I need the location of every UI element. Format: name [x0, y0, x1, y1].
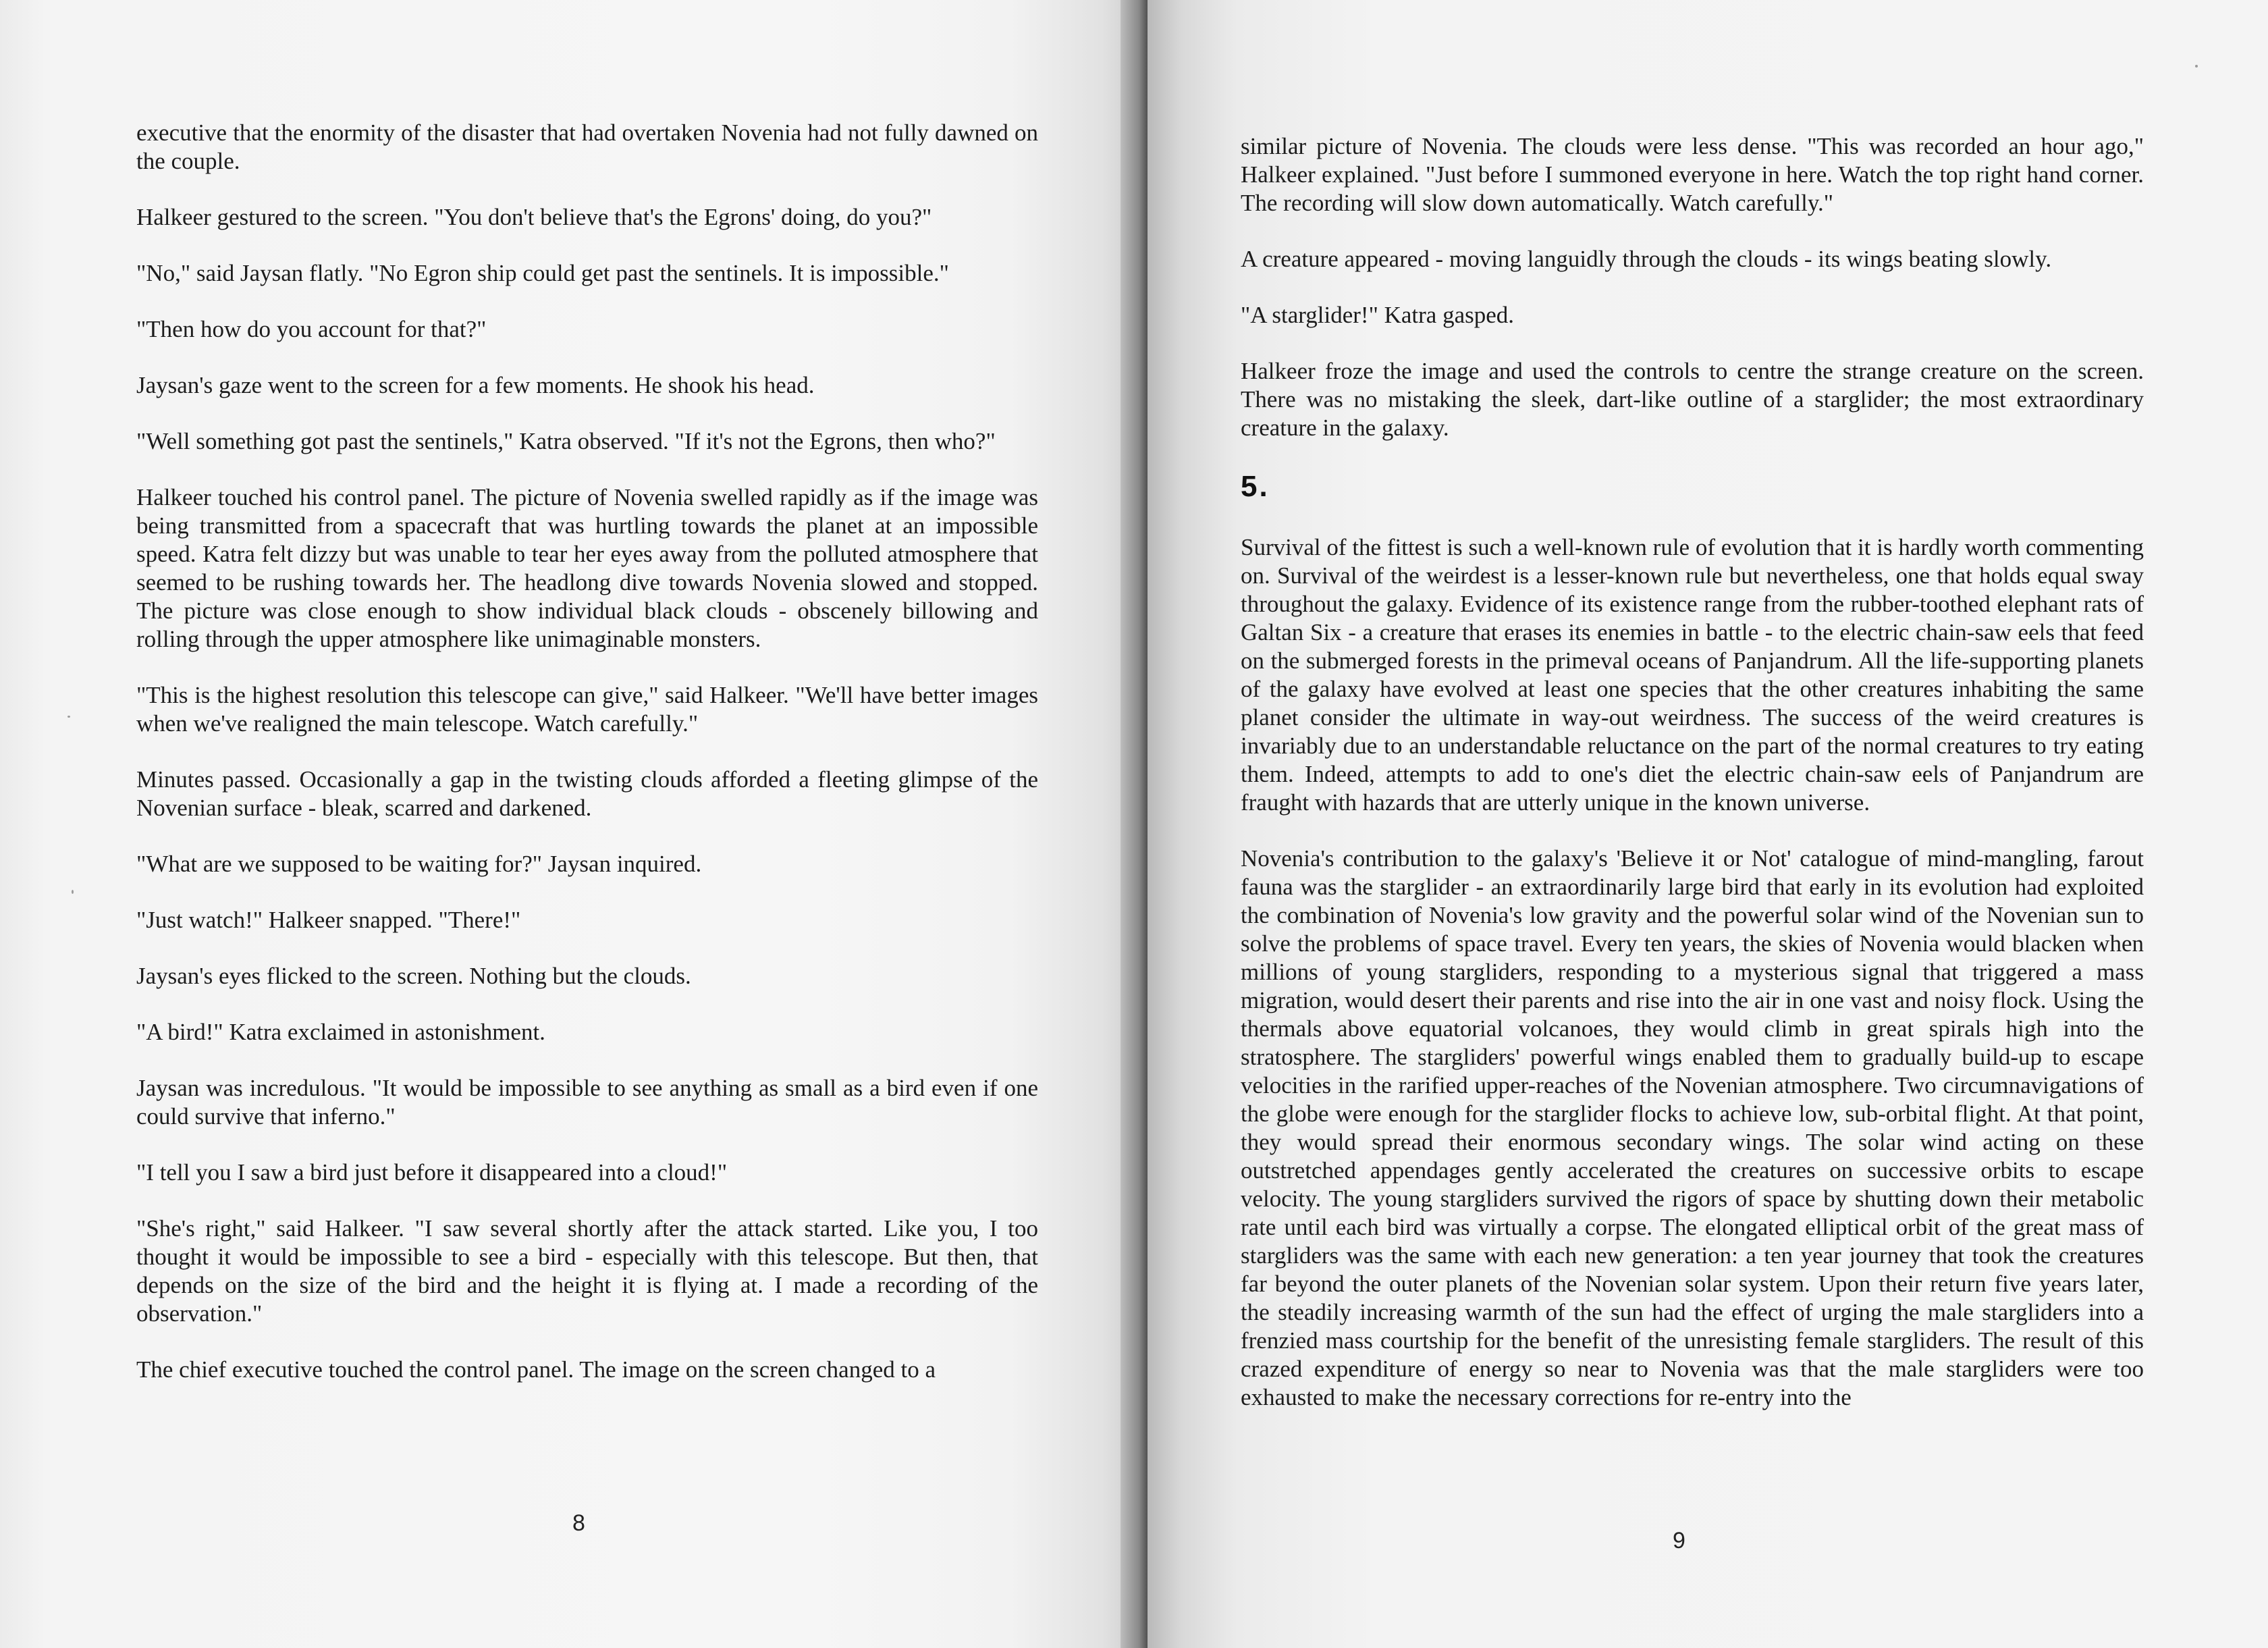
paragraph: "Just watch!" Halkeer snapped. "There!"	[136, 907, 521, 933]
paper-speck	[68, 716, 70, 718]
paragraph: Minutes passed. Occasionally a gap in the twisting clouds afforded a fleeting glimpse of the Novenian surface - bleak, scarred and darkened.	[136, 766, 1038, 821]
page-number-right: 9	[1673, 1528, 1685, 1553]
paragraph: "Well something got past the sentinels," Katra observed. "If it's not the Egrons, then who?"	[136, 428, 996, 454]
paragraph: "Then how do you account for that?"	[136, 316, 487, 342]
paragraph: Jaysan's gaze went to the screen for a few moments. He shook his head.	[136, 372, 815, 398]
paragraph: "A bird!" Katra exclaimed in astonishment.	[136, 1019, 545, 1045]
paragraph: Halkeer touched his control panel. The picture of Novenia swelled rapidly as if the image was being transmitted from a spacecraft that was hurtling towards the planet at an impossible speed. Katra felt dizzy but was unable to tear her eyes away from the polluted atmosphere that seemed to be rushing towards her. The headlong dive towards Novenia slowed and stopped. The picture was close enough to show individual black clouds - obscenely billowing and rolling through the upper atmosphere like unimaginable monsters.	[136, 484, 1038, 652]
paragraph: Novenia's contribution to the galaxy's 'Believe it or Not' catalogue of mind-mangling, farout fauna was the starglider - an extraordinarily large bird that early in its evolution had exploited the combination of Novenia's low gravity and the powerful solar wind of the Novenian sun to solve the problems of space travel. Every ten years, the skies of Novenia would blacken when millions of young stargliders, responding to a mysterious signal that triggered a mass migration, would desert their parents and rise into the air in one vast and noisy flock. Using the thermals above equatorial volcanoes, they would climb in great spirals high into the stratosphere. The stargliders' powerful wings enabled them to gradually build-up to escape velocities in the rarified upper-reaches of the Novenian atmosphere. Two circumnavigations of the globe were enough for the starglider flocks to achieve low, sub-orbital flight. At that point, they would spread their enormous secondary wings. The solar wind acting on these outstretched appendages gently accelerated the creatures on successive orbits to escape velocity. The young stargliders survived the rigors of space by shutting down their metabolic rate until each bird was virtually a corpse. The elongated elliptical orbit of the great mass of stargliders was the same with each new generation: a ten year journey that took the creatures far beyond the outer planets of the Novenian solar system. Upon their return five years later, the steadily increasing warmth of the sun had the effect of urging the male stargliders into a frenzied mass courtship for the benefit of the unresisting female stargliders. The result of this crazed expenditure of energy so near to Novenia was that the male stargliders were too exhausted to make the necessary corrections for re-entry into the	[1241, 845, 2144, 1410]
left-page-text	[136, 119, 1038, 1384]
paragraph: "I tell you I saw a bird just before it disappeared into a cloud!"	[136, 1159, 728, 1186]
paper-speck	[72, 890, 74, 894]
page-number-left: 8	[572, 1510, 585, 1536]
paper-speck	[2195, 65, 2198, 68]
right-page	[1148, 0, 2268, 1648]
paragraph: "No," said Jaysan flatly. "No Egron ship could get past the sentinels. It is impossible."	[136, 260, 949, 286]
paragraph: Jaysan was incredulous. "It would be impossible to see anything as small as a bird even if one could survive that inferno."	[136, 1075, 1038, 1129]
paragraph: similar picture of Novenia. The clouds were less dense. "This was recorded an hour ago," Halkeer explained. "Just before I summoned everyone in here. Watch the top right hand corner. The recording will slow down automatically. Watch carefully."	[1241, 133, 2144, 216]
right-page-text	[1241, 132, 2144, 1412]
paragraph: Jaysan's eyes flicked to the screen. Nothing but the clouds.	[136, 963, 691, 989]
paragraph: The chief executive touched the control panel. The image on the screen changed to a	[136, 1356, 936, 1383]
paragraph: "She's right," said Halkeer. "I saw several shortly after the attack started. Like you, I too thought it would be impossible to see a bird - especially with this telescope. But then, that depends on the size of the bird and the height it is flying at. I made a recording of the observation."	[136, 1215, 1038, 1327]
paragraph: "What are we supposed to be waiting for?" Jaysan inquired.	[136, 851, 702, 877]
paragraph: "This is the highest resolution this telescope can give," said Halkeer. "We'll have better images when we've realigned the main telescope. Watch carefully."	[136, 682, 1038, 737]
paragraph: executive that the enormity of the disaster that had overtaken Novenia had not fully dawned on the couple.	[136, 119, 1038, 174]
paragraph: Halkeer gestured to the screen. "You don't believe that's the Egrons' doing, do you?"	[136, 204, 932, 230]
chapter-heading: 5.	[1241, 470, 1270, 503]
paragraph: Halkeer froze the image and used the controls to centre the strange creature on the screen. There was no mistaking the sleek, dart-like outline of a starglider; the most extraordinary creature in the galaxy.	[1241, 358, 2144, 441]
paragraph: "A starglider!" Katra gasped.	[1241, 302, 1515, 328]
paragraph: Survival of the fittest is such a well-known rule of evolution that it is hardly worth commenting on. Survival of the weirdest is a lesser-known rule but nevertheless, one that holds equal sway throughout the galaxy. Evidence of its existence range from the rubber-toothed elephant rats of Galtan Six - a creature that erases its enemies in battle - to the electric chain-saw eels that feed on the submerged forests in the primeval oceans of Panjandrum. All the life-supporting planets of the galaxy have evolved at least one species that the other creatures inhabiting the same planet consider the ultimate in way-out weirdness. The success of the weird creatures is invariably due to an understandable reluctance on the part of the normal creatures to try eating them. Indeed, attempts to add to one's diet the electric chain-saw eels of Panjandrum are fraught with hazards that are utterly unique in the known universe.	[1241, 534, 2144, 816]
paragraph: A creature appeared - moving languidly through the clouds - its wings beating slowly.	[1241, 246, 2052, 272]
